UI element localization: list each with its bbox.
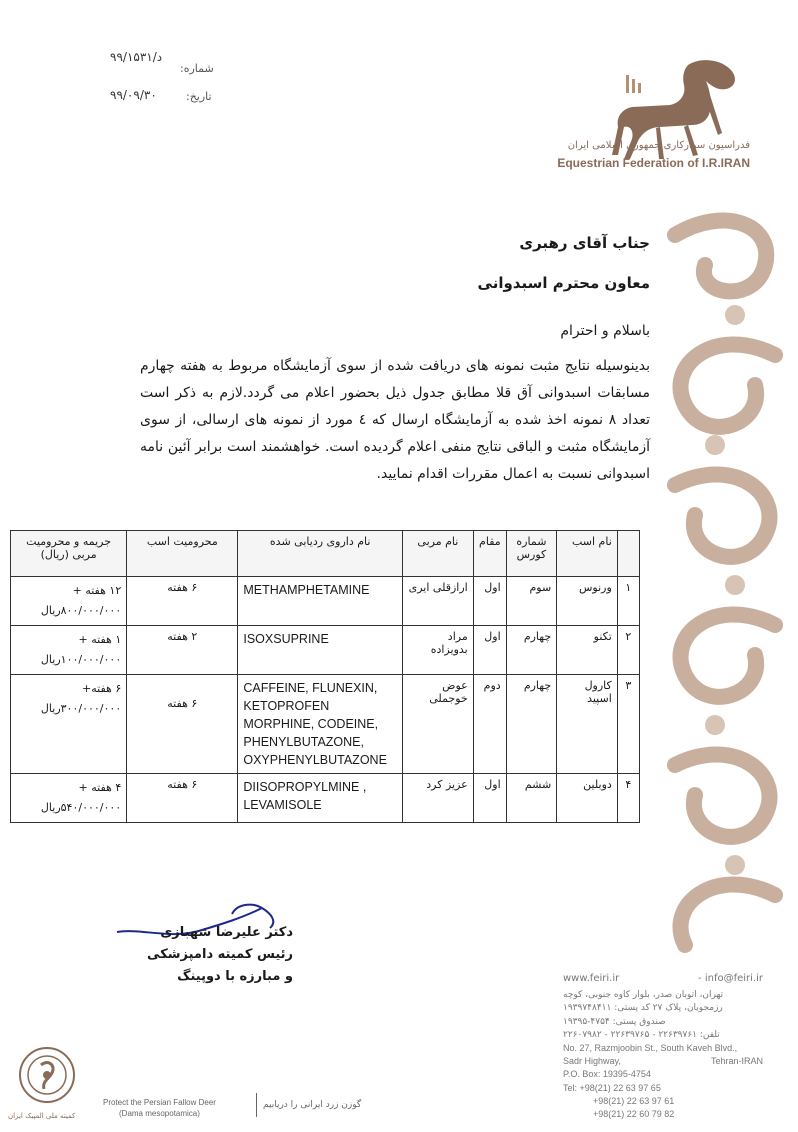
letter-body: بدینوسیله نتایج مثبت نمونه های دریافت شده از سوی آزمایشگاه مربوط به هفته چهارم مسابقات اسبدوانی آق قلا مطابق جدول ذیل بحضور اعلام می گردد.لازم به ذکر است تعداد ۸ نمونه اخذ شده به آزمایشگاه ارسال که ٤ مورد از نمونه های ارسالی، از سوی آزمایشگاه مثبت و الباقی نتایج منفی اعلام گردیده است. خواهشمند است برابر آئین نامه اسبدوانی نسبت به اعمال مقررات اقدام نمایید. (140, 358, 651, 482)
recipient-title: معاون محترم اسبدوانی (477, 274, 650, 292)
horse-name: تکنو (557, 626, 618, 675)
row-index: ۳ (617, 675, 639, 774)
seal-caption: کمیته ملی المپیک ایران (8, 1112, 76, 1120)
table-header-row (11, 531, 640, 577)
horse-name: ورنوس (557, 577, 618, 626)
table-row (11, 577, 640, 626)
fallow-deer-caption-en: Protect the Persian Fallow Deer (Dama mesopotamica) (103, 1098, 216, 1118)
phone-fa: تلفن: ۲۲۶۳۹۷۶۱ - ۲۲۶۳۹۷۶۵ - ۲۲۶۰۷۹۸۲ (563, 1029, 720, 1040)
recipient-name: جناب آقای رهبری (519, 234, 650, 252)
race-number: چهارم (506, 626, 557, 675)
phone-2: +98(21) 22 63 97 61 (593, 1095, 675, 1106)
detected-drug: ISOXSUPRINE (238, 626, 403, 675)
header-horse-ban: محرومیت اسب (127, 531, 238, 577)
rank: اول (473, 577, 506, 626)
rank: دوم (473, 675, 506, 774)
trainer-fine (11, 675, 127, 774)
web-row (563, 972, 763, 985)
fine-weeks: ۱ هفته + (78, 633, 122, 646)
race-number: چهارم (506, 675, 557, 774)
signature-block (147, 922, 293, 988)
logo-text-en: Equestrian Federation of I.R.IRAN (557, 156, 750, 170)
phone-1: Tel: +98(21) 22 63 97 65 (563, 1082, 661, 1093)
fine-weeks: ۶ هفته+ (82, 682, 122, 695)
address-en-1: No. 27, Razmjoobin St., South Kaveh Blvd., (563, 1043, 738, 1054)
header-index (617, 531, 639, 577)
trainer-fine (11, 774, 127, 823)
po-box: P.O. Box: 19395-4754 (563, 1069, 651, 1080)
header-trainer: نام مربی (403, 531, 474, 577)
fine-weeks: ۱۲ هفته + (72, 584, 122, 597)
trainer-name: ارازقلی ایری (403, 577, 474, 626)
email-link[interactable]: - info@feiri.ir (698, 973, 763, 984)
website-link[interactable]: www.feiri.ir (563, 973, 620, 984)
letter-date: ۹۹/۰۹/۳۰ (110, 88, 157, 102)
header-horse: نام اسب (557, 531, 618, 577)
address-fa-2: رزمجویان، پلاک ۲۷ کد پستی: ۱۹۳۹۷۴۸۴۱۱ (563, 1003, 723, 1014)
horse-ban: ۶ هفته (127, 577, 238, 626)
horse-ban: ۲ هفته (127, 626, 238, 675)
address-fa-3: صندوق پستی: ۴۷۵۴-۱۹۳۹۵ (563, 1016, 666, 1027)
signer-title: رئیس کمیته دامپزشکی (147, 947, 293, 962)
horse-ban: ۶ هفته (127, 774, 238, 823)
table-row (11, 675, 640, 774)
trainer-name: مراد بدویزاده (403, 626, 474, 675)
trainer-name: عزیز کرد (403, 774, 474, 823)
rank: اول (473, 774, 506, 823)
trainer-fine (11, 577, 127, 626)
phone-3: +98(21) 22 60 79 82 (593, 1109, 675, 1120)
horse-name: کارول اسپید (557, 675, 618, 774)
logo-text-fa: فدراسیون سوارکاری جمهوری اسلامی ایران (567, 140, 750, 151)
race-number: ششم (506, 774, 557, 823)
row-index: ۴ (617, 774, 639, 823)
letter-number-label: شماره: (180, 62, 214, 75)
fallow-deer-caption-fa: گوزن زرد ایرانی را دریابیم (263, 1100, 362, 1110)
fine-amount: ۸۰۰/۰۰۰/۰۰۰ریال (40, 604, 122, 617)
address-en-2: Sadr Highway, Tehran-IRAN (563, 1056, 763, 1067)
footer-divider (256, 1093, 257, 1117)
horse-name: دوبلین (557, 774, 618, 823)
horse-ban: ۶ هفته (127, 675, 238, 774)
detected-drug: CAFFEINE, FLUNEXIN, KETOPROFEN MORPHINE, CODEINE, PHENYLBUTAZONE, OXYPHENYLBUTAZONE (238, 675, 403, 774)
row-index: ۲ (617, 626, 639, 675)
trainer-name: عوض خوجملی (403, 675, 474, 774)
header-rank: مقام (473, 531, 506, 577)
fine-weeks: ۴ هفته + (78, 781, 122, 794)
detected-drug: DIISOPROPYLMINE , LEVAMISOLE (238, 774, 403, 823)
header-drug: نام داروی ردیابی شده (238, 531, 403, 577)
table-row (11, 774, 640, 823)
row-index: ۱ (617, 577, 639, 626)
salutation: باسلام و احترام (560, 323, 650, 339)
fine-amount: ۱۰۰/۰۰۰/۰۰۰ریال (40, 653, 122, 666)
address-fa-1: تهران، اتوبان صدر، بلوار کاوه جنوبی، کوچه (563, 990, 724, 1001)
signer-title-2: و مبارزه با دوپینگ (177, 969, 293, 984)
rank: اول (473, 626, 506, 675)
doping-results-table (10, 530, 640, 823)
table-row (11, 626, 640, 675)
signer-name: دکتر علیرضا شهبازی (160, 925, 293, 940)
letter-date-label: تاریخ: (186, 90, 212, 103)
header-race: شماره کورس (506, 531, 557, 577)
fine-amount: ۵۴۰/۰۰۰/۰۰۰ریال (40, 801, 122, 814)
olympic-seal-icon (16, 1045, 78, 1115)
race-number: سوم (506, 577, 557, 626)
header-trainer-fine: جریمه و محرومیت مربی (ریال) (11, 531, 127, 577)
ornament-band-icon (655, 205, 798, 955)
trainer-fine (11, 626, 127, 675)
letter-number: ۹۹/د/۱۵۳۱ (110, 50, 163, 64)
contact-info (563, 972, 763, 1121)
fine-amount: ۳۰۰/۰۰۰/۰۰۰ریال (40, 702, 122, 715)
detected-drug: METHAMPHETAMINE (238, 577, 403, 626)
